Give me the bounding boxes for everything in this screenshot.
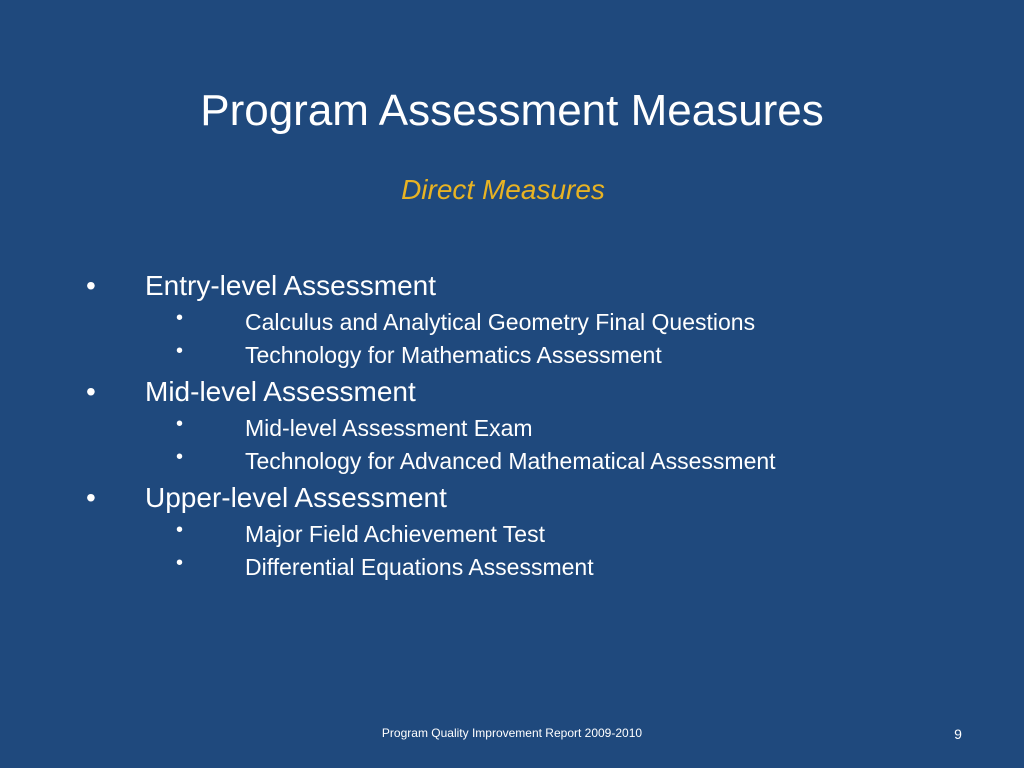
sub-bullet-item [0, 339, 1024, 372]
section-upper-level [0, 478, 1024, 584]
slide-footer: Program Quality Improvement Report 2009-2010 [381, 726, 643, 740]
bullet-icon: • [176, 519, 184, 541]
section-mid-level [0, 372, 1024, 478]
sub-bullet-list [0, 412, 1024, 478]
sub-bullet-label: Technology for Advanced Mathematical Assessment [245, 448, 776, 474]
bullet-label: Entry-level Assessment [145, 270, 436, 301]
slide-subtitle: Direct Measures [401, 174, 605, 205]
bullet-item [0, 478, 1024, 518]
bullet-icon: • [86, 270, 96, 301]
bullet-icon: • [176, 446, 184, 468]
slide-title: Program Assessment Measures [200, 86, 824, 135]
bullet-icon: • [176, 552, 184, 574]
bullet-icon: • [86, 376, 96, 407]
sub-bullet-label: Major Field Achievement Test [245, 521, 545, 547]
bullet-item [0, 266, 1024, 306]
bullet-icon: • [86, 482, 96, 513]
sub-bullet-item [0, 445, 1024, 478]
bullet-list [0, 266, 1024, 584]
sub-bullet-label: Calculus and Analytical Geometry Final Questions [245, 309, 756, 335]
section-entry-level [0, 266, 1024, 372]
bullet-label: Mid-level Assessment [145, 376, 416, 407]
sub-bullet-item [0, 518, 1024, 551]
bullet-icon: • [176, 340, 184, 362]
sub-bullet-label: Mid-level Assessment Exam [245, 415, 533, 441]
sub-bullet-label: Differential Equations Assessment [245, 554, 594, 580]
bullet-item [0, 372, 1024, 412]
bullet-icon: • [176, 413, 184, 435]
sub-bullet-label: Technology for Mathematics Assessment [245, 342, 662, 368]
bullet-label: Upper-level Assessment [145, 482, 447, 513]
sub-bullet-list [0, 306, 1024, 372]
sub-bullet-item [0, 551, 1024, 584]
sub-bullet-list [0, 518, 1024, 584]
sub-bullet-item [0, 412, 1024, 445]
bullet-icon: • [176, 307, 184, 329]
sub-bullet-item [0, 306, 1024, 339]
page-number: 9 [954, 726, 962, 742]
